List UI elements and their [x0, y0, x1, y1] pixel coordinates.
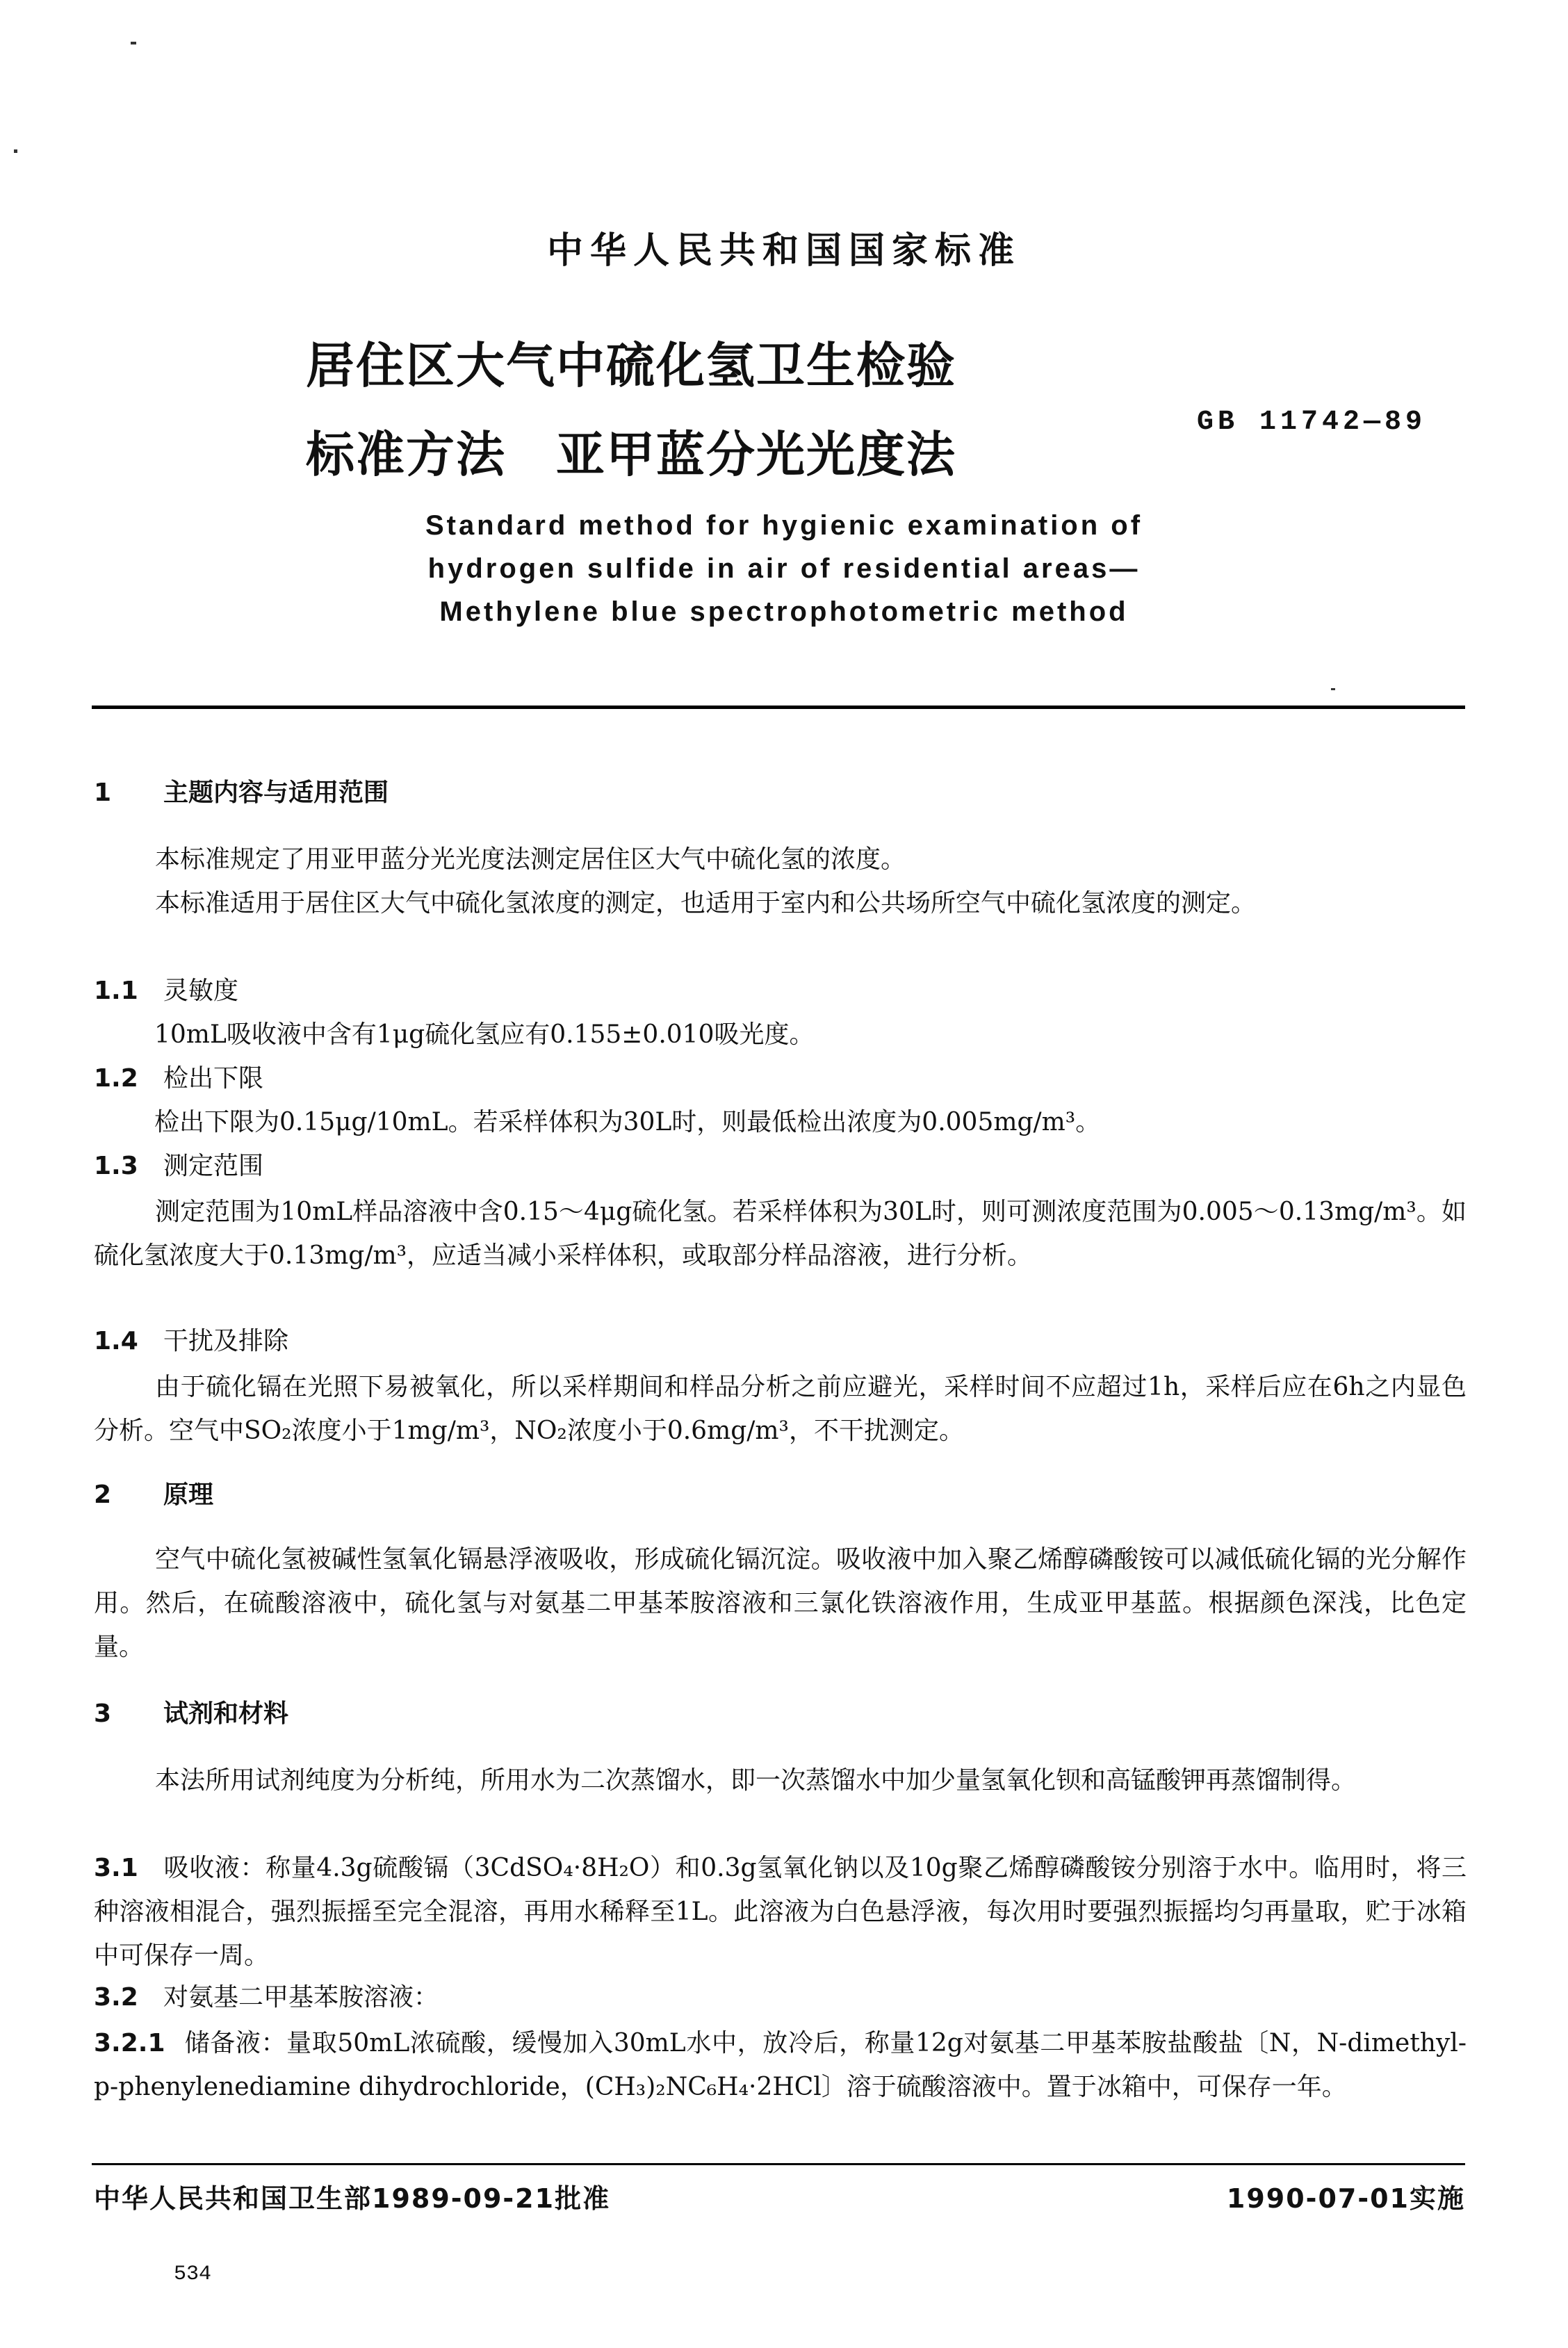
- approval-date: 中华人民共和国卫生部1989-09-21批准: [94, 2183, 611, 2214]
- footer-divider: [92, 2163, 1465, 2165]
- subsection-number: 1.1: [94, 977, 138, 1005]
- subsection-number: 3.1: [94, 1854, 138, 1882]
- section-number: 3: [94, 1699, 112, 1728]
- subsection-title: 对氨基二甲基苯胺溶液：: [163, 1983, 439, 2012]
- section-number: 1: [94, 778, 112, 807]
- standard-number: GB 11742—89: [1197, 407, 1427, 438]
- section-1-heading: [94, 773, 389, 808]
- section-number: 2: [94, 1481, 112, 1509]
- header-divider: [92, 706, 1465, 709]
- subsection-title: 干扰及排除: [163, 1327, 289, 1355]
- section-title: 原理: [163, 1481, 214, 1509]
- paragraph: 空气中硫化氢被碱性氢氧化镉悬浮液吸收，形成硫化镉沉淀。吸收液中加入聚乙烯醇磷酸铵可以减低硫化镉的光分解作用。然后，在硫酸溶液中，硫化氢与对氨基二甲基苯胺溶液和三氯化铁溶液作用，生成亚甲基蓝。根据颜色深浅，比色定量。: [94, 1545, 1467, 1661]
- subsection-3-2-1: [94, 2021, 1467, 2109]
- effective-date: 1990-07-01实施: [1226, 2183, 1465, 2214]
- section-title: 试剂和材料: [163, 1699, 289, 1728]
- paragraph: 本标准适用于居住区大气中硫化氢浓度的测定，也适用于室内和公共场所空气中硫化氢浓度的测定。: [155, 889, 1257, 918]
- section-3-heading: [94, 1694, 288, 1729]
- section-title: 主题内容与适用范围: [163, 778, 389, 807]
- paragraph: 测定范围为10mL样品溶液中含0.15～4μg硫化氢。若采样体积为30L时，则可测浓度范围为0.005～0.13mg/m³。如硫化氢浓度大于0.13mg/m³，应适当减小采样体积，或取部分样品溶液，进行分析。: [94, 1198, 1467, 1270]
- section-2-heading: [94, 1475, 213, 1510]
- paragraph: 本法所用试剂纯度为分析纯，所用水为二次蒸馏水，即一次蒸馏水中加少量氢氧化钡和高锰酸钾再蒸馏制得。: [155, 1766, 1357, 1795]
- subsection-1-3-heading: [94, 1146, 263, 1182]
- subsection-text: 储备液：量取50mL浓硫酸，缓慢加入30mL水中，放冷后，称量12g对氨基二甲基苯胺盐酸盐〔N，N-dimethyl-p-phenylenediamine dihydrochloride，(CH₃)₂NC₆H₄·2HCl〕溶于硫酸溶液中。置于冰箱中，可保存一年。: [94, 2029, 1467, 2101]
- title-cn-line-1: 居住区大气中硫化氢卫生检验: [306, 337, 956, 394]
- scan-speck: [1331, 688, 1335, 690]
- subsection-number: 3.2: [94, 1983, 138, 2012]
- subsection-number: 1.3: [94, 1152, 138, 1180]
- subsection-1-4-heading: [94, 1321, 288, 1357]
- subsection-number: 3.2.1: [94, 2029, 165, 2057]
- title-cn-line-2: 标准方法 亚甲蓝分光光度法: [306, 426, 956, 483]
- subsection-title: 检出下限: [163, 1064, 264, 1093]
- title-en-line-1: Standard method for hygienic examination of: [425, 510, 1143, 541]
- page-number: 534: [174, 2263, 212, 2286]
- scan-speck: [14, 149, 17, 153]
- subsection-1-1-heading: [94, 971, 238, 1006]
- subsection-title: 测定范围: [163, 1152, 264, 1180]
- subsection-number: 1.4: [94, 1327, 138, 1355]
- subsection-title: 灵敏度: [163, 977, 239, 1005]
- scan-speck: [131, 42, 136, 44]
- subsection-3-2-heading: [94, 1978, 439, 2013]
- paragraph: 本标准规定了用亚甲蓝分光光度法测定居住区大气中硫化氢的浓度。: [155, 845, 906, 874]
- subsection-text: 10mL吸收液中含有1μg硫化氢应有0.155±0.010吸光度。: [154, 1020, 815, 1049]
- subsection-number: 1.2: [94, 1064, 138, 1093]
- title-en-line-3: Methylene blue spectrophotometric method: [439, 596, 1129, 627]
- subsection-1-2-heading: [94, 1059, 263, 1094]
- subsection-3-1: [94, 1846, 1467, 1978]
- standard-header: 中华人民共和国国家标准: [546, 230, 1021, 272]
- subsection-text: 吸收液：称量4.3g硫酸镉（3CdSO₄·8H₂O）和0.3g氢氧化钠以及10g聚乙烯醇磷酸铵分别溶于水中。临用时，将三种溶液相混合，强烈振摇至完全混溶，再用水稀释至1L。此溶液为白色悬浮液，每次用时要强烈振摇均匀再量取，贮于冰箱中可保存一周。: [94, 1854, 1467, 1970]
- subsection-text: 检出下限为0.15μg/10mL。若采样体积为30L时，则最低检出浓度为0.005mg/m³。: [154, 1108, 1101, 1136]
- title-en-line-2: hydrogen sulfide in air of residential areas—: [427, 553, 1141, 584]
- paragraph: 由于硫化镉在光照下易被氧化，所以采样期间和样品分析之前应避光，采样时间不应超过1h，采样后应在6h之内显色分析。空气中SO₂浓度小于1mg/m³，NO₂浓度小于0.6mg/m³，不干扰测定。: [94, 1373, 1467, 1445]
